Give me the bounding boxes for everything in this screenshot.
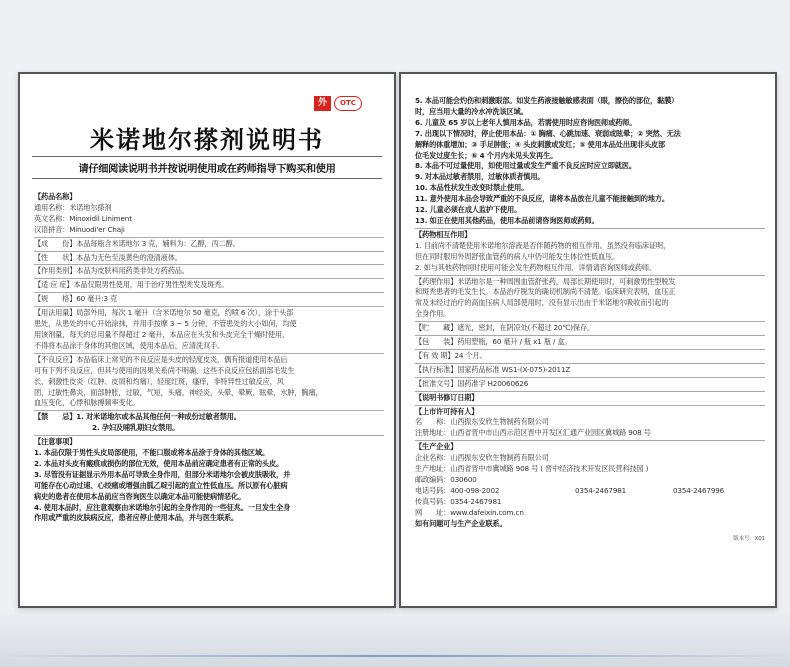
leaflet-page-left bbox=[18, 72, 396, 608]
section-divider bbox=[415, 275, 765, 276]
text-line: 【有 效 期】24 个月。 bbox=[415, 350, 487, 360]
contact-value: 0354-2467996 bbox=[673, 485, 725, 495]
external-use-badge: 外 bbox=[314, 96, 331, 111]
section-heading: 【注意事项】 bbox=[34, 437, 77, 447]
contact-value: 0354-2467981 bbox=[575, 485, 627, 495]
text-line: 团，过敏性鼻炎，面部肿胀，过敏，气短，头痛，神经炎，头晕，晕厥，眩晕，水肿，胸痛， bbox=[34, 387, 323, 397]
section-heading: 【上市许可持有人】 bbox=[415, 406, 479, 416]
text-line: 【成 份】本品每瓶含米诺地尔 3 克，辅料为：乙醇，丙二醇。 bbox=[34, 238, 240, 248]
text-line: 长，刺激性皮炎（红肿、皮屑和灼痛），轻度红斑，瘙痒，非特异性过敏反应，风 bbox=[34, 376, 284, 386]
text-line: 可有下列不良反应，但其与使用的因果关系尚不明确，这些不良反应包括面部毛发生 bbox=[34, 365, 295, 375]
title-divider-bottom bbox=[32, 178, 382, 179]
text-line: 和斑秃患者的毛发生长。本品治疗脱发的确切机制尚不清楚。临床研究表明，血压正 bbox=[415, 287, 676, 297]
leaflet-page-right bbox=[399, 72, 777, 608]
section-divider bbox=[415, 405, 765, 406]
text-line: 6. 儿童及 65 岁以上老年人慎用本品，若需使用时应咨询医师或药师。 bbox=[415, 117, 637, 127]
text-line: 1. 目前尚不清楚使用米诺地尔溶液是否伴随药物的相互作用。虽然没有临床证明， bbox=[415, 240, 671, 250]
contact-value bbox=[575, 508, 673, 519]
contact-row bbox=[415, 497, 765, 508]
text-line: 【作用类别】本品为皮肤科用药类非处方药药品。 bbox=[34, 266, 189, 276]
text-line: 7. 出现以下情况时，停止使用本品：① 胸痛、心跳加速、衰弱或眩晕；② 突然、无法 bbox=[415, 128, 681, 138]
text-line: 9. 对本品过敏者禁用，过敏体质者慎用。 bbox=[415, 172, 545, 182]
text-line: 生产地址：山西省晋中市冀城路 908 号 ( 晋中经济技术开发区民营科技园 ) bbox=[415, 464, 649, 474]
section-divider bbox=[34, 264, 384, 265]
text-line: 常及未经过治疗的高血压病人局部使用时，没有显示出由于米诺地尔吸收而引起的 bbox=[415, 298, 669, 308]
text-line: 【贮 藏】遮光，密封，在阴凉处(不超过 20℃)保存。 bbox=[415, 323, 595, 333]
section-divider bbox=[34, 251, 384, 252]
text-line: 【适 应 症】本品仅限男性使用，用于治疗男性型秃发及斑秃。 bbox=[34, 280, 229, 290]
text-line: 通用名称：米诺地尔搽剂 bbox=[34, 202, 112, 212]
page-title: 米诺地尔搽剂说明书 bbox=[90, 126, 324, 154]
text-line: 邮政编码：030600 bbox=[415, 475, 477, 484]
contact-block bbox=[415, 486, 765, 519]
section-divider bbox=[34, 306, 384, 307]
text-line: 11. 意外使用本品会导致严重的不良反应，请将本品放在儿童不能接触到的地方。 bbox=[415, 194, 669, 204]
text-line: 英文名称：Minoxidil Liniment bbox=[34, 213, 132, 223]
text-line: 不得将本品涂于身体的其他区域，使用本品后，应清洗双手。 bbox=[34, 340, 225, 350]
text-line: 1. 本品仅限于男性头皮局部使用，不能口服或将本品涂于身体的其他区域。 bbox=[34, 448, 269, 458]
section-divider bbox=[415, 335, 765, 336]
section-divider bbox=[415, 440, 765, 441]
contact-row bbox=[415, 486, 765, 497]
contact-note: 如有问题可与生产企业联系。 bbox=[415, 518, 507, 528]
section-divider bbox=[415, 391, 765, 392]
contact-value: 电话号码：400-098-2002 bbox=[415, 485, 500, 495]
text-line: 位毛发过度生长；⑥ 4 个月内未见头发再生。 bbox=[415, 150, 558, 160]
text-line: 用该剂量，每天的总用量不得超过 2 毫升，本品应在头发和头皮完全干燥时使用， bbox=[34, 329, 290, 339]
text-line: 病史的患者在使用本品前应当咨询医生以确定本品可能使病情恶化。 bbox=[34, 491, 246, 501]
version-number: 版本号：X01 bbox=[733, 535, 765, 542]
bottom-accent-line bbox=[0, 655, 790, 657]
section-divider bbox=[415, 321, 765, 322]
otc-badge bbox=[314, 96, 362, 111]
text-line: 【用法用量】局部外用，每次 1 毫升（含米诺地尔 50 毫克，约喷 6 次），涂于头部 bbox=[34, 308, 294, 318]
text-line: 3. 尽管没有证据显示外用本品可导致全身作用，但部分米诺地尔会被皮肤吸收，并 bbox=[34, 469, 291, 479]
page-subtitle: 请仔细阅读说明书并按说明使用或在药师指导下购买和使用 bbox=[78, 164, 336, 175]
contact-value: 传真号码：0354-2467981 bbox=[415, 496, 502, 506]
text-line: 患处，从患处的中心开始涂抹，并用手按摩 3 ~ 5 分钟，不管患处的大小如何，均使 bbox=[34, 319, 297, 329]
text-line: 8. 本品不可过量使用，如使用过量或发生严重不良反应时应立即就医。 bbox=[415, 161, 636, 171]
text-line: 【药理作用】米诺地尔是一种周围血管舒张药，局部长期使用时，可刺激男性型脱发 bbox=[415, 276, 676, 286]
section-divider bbox=[415, 363, 765, 364]
section-divider bbox=[415, 349, 765, 350]
text-line: 12. 儿童必须在成人监护下使用。 bbox=[415, 205, 522, 215]
text-line: 名 称：山西振东安欣生物制药有限公司 bbox=[415, 417, 549, 427]
text-line: 2. 如与其他药物同时使用可能会发生药物相互作用，详情请咨询医师或药师。 bbox=[415, 262, 656, 272]
text-line: 10. 本品性状发生改变时禁止使用。 bbox=[415, 183, 529, 193]
section-divider bbox=[34, 237, 384, 238]
section-heading: 【药物相互作用】 bbox=[415, 229, 472, 239]
text-line: 【包 装】药用塑瓶，60 毫升 / 瓶 x1 瓶 / 盒。 bbox=[415, 337, 572, 347]
right-lines bbox=[415, 96, 765, 486]
section-divider bbox=[34, 292, 384, 293]
text-line: 但在同时服用外周舒张血管药的病人中仍可能发生体位性低血压。 bbox=[415, 251, 620, 261]
text-line: 全身作用。 bbox=[415, 309, 451, 319]
text-line: 5. 本品可能会灼伤和刺激眼部。如发生药液接触敏感表面（眼，擦伤的部位，黏膜） bbox=[415, 96, 679, 105]
section-divider bbox=[415, 228, 765, 229]
section-heading: 【说明书修订日期】 bbox=[415, 392, 479, 402]
text-line: 时，应当用大量的冷水冲洗该区域。 bbox=[415, 106, 528, 116]
text-line: 【批准文号】国药准字 H20060626 bbox=[415, 378, 529, 388]
section-divider bbox=[34, 353, 384, 354]
text-line: 注册地址：山西省晋中市山西示范区晋中开发区汇通产业园区冀城路 908 号 bbox=[415, 428, 651, 438]
text-line: 【禁 忌】1. 对米诺地尔或本品其他任何一种成份过敏者禁用。 bbox=[34, 412, 241, 422]
text-line: 汉语拼音：Minuodi'er Chaji bbox=[34, 224, 125, 234]
section-heading: 【生产企业】 bbox=[415, 442, 458, 452]
text-line: 企业名称：山西振东安欣生物制药有限公司 bbox=[415, 453, 549, 463]
text-line: 【规 格】60 毫升:3 克 bbox=[34, 294, 118, 304]
section-divider bbox=[34, 410, 384, 411]
text-line: 2. 孕妇及哺乳期妇女禁用。 bbox=[92, 423, 180, 433]
title-divider-top bbox=[32, 156, 382, 157]
text-line: 【性 状】本品为无色至淡黄色的澄清液体。 bbox=[34, 252, 182, 262]
right-content bbox=[415, 96, 765, 544]
contact-row bbox=[415, 508, 765, 519]
section-divider bbox=[34, 278, 384, 279]
section-heading: 【药品名称】 bbox=[34, 192, 77, 201]
contact-value: 网 址：www.dafeixin.com.cn bbox=[415, 507, 524, 517]
contact-value bbox=[575, 497, 673, 508]
text-line: 2. 本品对头皮有瘢痕或损伤的部位无效，使用本品前应确定患者有正常的头皮。 bbox=[34, 458, 284, 468]
text-line: 4. 使用本品时，应注意观察由米诺地尔引起的全身作用的一些征兆。一旦发生全身 bbox=[34, 502, 291, 512]
section-divider bbox=[34, 435, 384, 436]
text-line: 【执行标准】国家药品标准 WS1-(X-075)-2011Z bbox=[415, 364, 571, 374]
section-divider bbox=[415, 377, 765, 378]
text-line: 作用或严重的皮肤病反应，患者应停止使用本品，并与医生联系。 bbox=[34, 513, 239, 523]
text-line: 血压变化，心悸和脉搏频率变化。 bbox=[34, 398, 140, 408]
background-shade bbox=[0, 607, 790, 667]
text-line: 13. 如正在使用其他药品，使用本品前请咨询医师或药师。 bbox=[415, 215, 599, 225]
otc-label: OTC bbox=[334, 96, 362, 111]
text-line: 解释的体重增加；③ 手足肿胀；④ 头皮刺激或发红；⑤ 使用本品处出现非头皮部 bbox=[415, 139, 666, 149]
left-content bbox=[34, 192, 384, 524]
text-line: 【不良反应】本品临床上常见的不良反应是头皮的轻度皮炎，偶有报道使用本品后 bbox=[34, 354, 288, 364]
text-line: 可能存在心动过速、心绞痛或增强由胍乙啶引起的直立性低血压。所以原有心脏病 bbox=[34, 480, 288, 490]
